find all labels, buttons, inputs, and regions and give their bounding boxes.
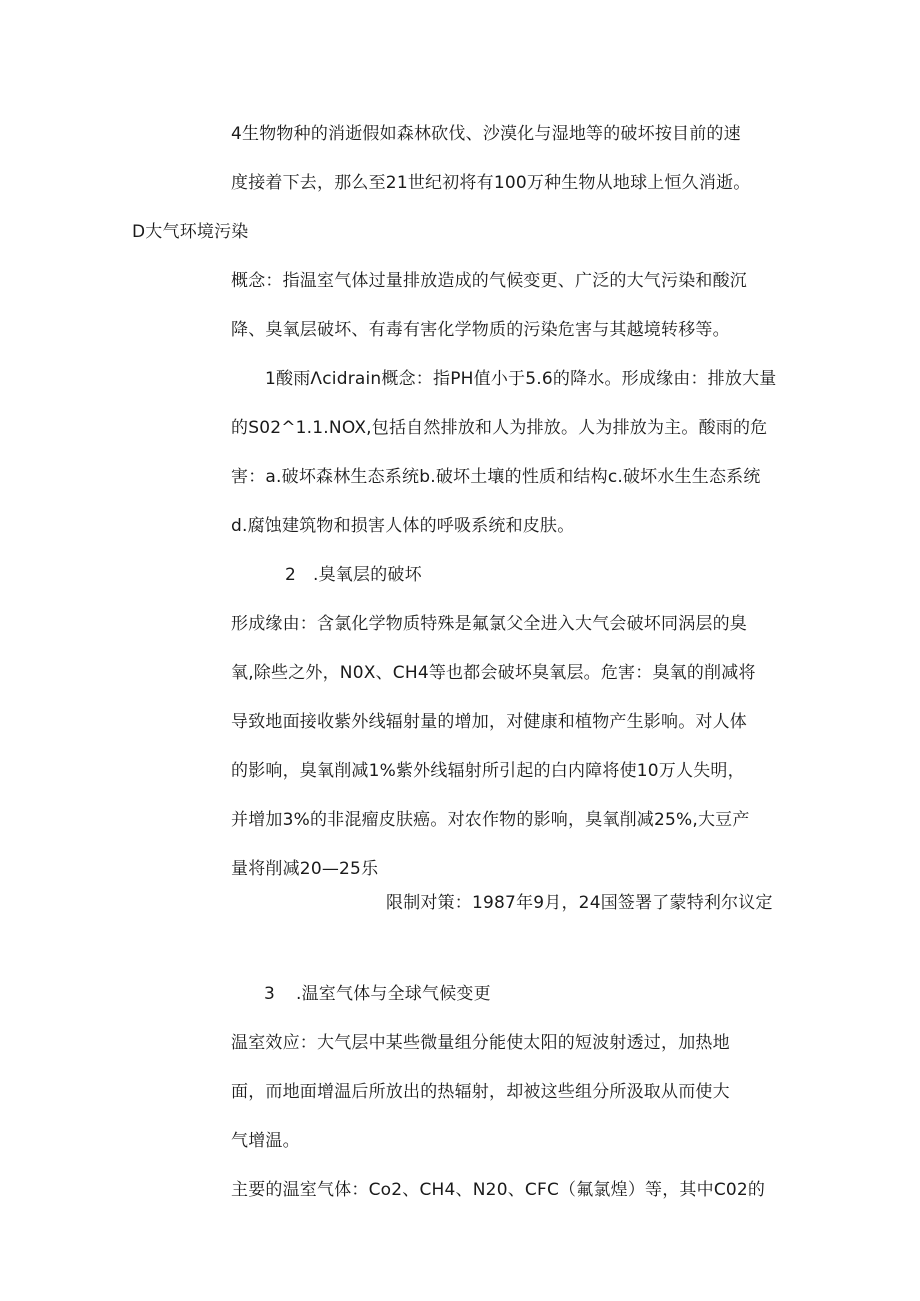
text-line: 害：a.破坏森林生态系统b.破坏土壤的性质和结构c.破坏水生生态系统 [231, 467, 761, 487]
text-line: 面，而地面增温后所放出的热辐射，却被这些组分所汲取从而使大 [231, 1082, 730, 1102]
text-line: 量将削减20—25乐 [231, 859, 379, 879]
text-line: 1酸雨Λcidrain概念：指PH值小于5.6的降水。形成缘由：排放大量 [265, 369, 777, 389]
text-line: 的影响，臭氧削减1%紫外线辐射所引起的白内障将使10万人失明， [231, 761, 745, 781]
text-line: 降、臭氧层破坏、有毒有害化学物质的污染危害与其越境转移等。 [231, 320, 730, 340]
list-number: 2 [285, 565, 297, 585]
subsection-heading: .臭氧层的破坏 [313, 565, 422, 585]
text-line: 4生物物种的消逝假如森林砍伐、沙漠化与湿地等的破坏按目前的速 [231, 124, 741, 144]
text-line: 温室效应：大气层中某些微量组分能使太阳的短波射透过，加热地 [231, 1033, 730, 1053]
section-heading: D大气环境污染 [132, 222, 249, 242]
text-line: 的S02^1.1.NOX,包括自然排放和人为排放。人为排放为主。酸雨的危 [231, 418, 768, 438]
text-line: 主要的温室气体：Co2、CH4、N20、CFC（氟氯煌）等，其中C02的 [231, 1180, 766, 1200]
text-line: 度接着下去，那么至21世纪初将有100万种生物从地球上恒久消逝。 [231, 173, 751, 193]
text-line: 导致地面接收紫外线辐射量的增加，对健康和植物产生影响。对人体 [231, 712, 747, 732]
text-line: 概念：指温室气体过量排放造成的气候变更、广泛的大气污染和酸沉 [231, 271, 747, 291]
text-line: d.腐蚀建筑物和损害人体的呼吸系统和皮肤。 [231, 516, 575, 536]
list-number: 3 [264, 984, 276, 1004]
text-line: 形成缘由：含氯化学物质特殊是氟氯父全进入大气会破坏同涡层的臭 [231, 614, 747, 634]
text-line: 气增温。 [231, 1131, 300, 1151]
text-line: 氧,除些之外，N0X、CH4等也都会破坏臭氧层。危害：臭氧的削减将 [231, 663, 756, 683]
subsection-heading: .温室气体与全球气候变更 [296, 984, 491, 1004]
text-line: 限制对策：1987年9月，24国签署了蒙特利尔议定 [386, 893, 773, 913]
text-line: 并增加3%的非混瘤皮肤癌。对农作物的影响，臭氧削减25%,大豆产 [231, 810, 750, 830]
